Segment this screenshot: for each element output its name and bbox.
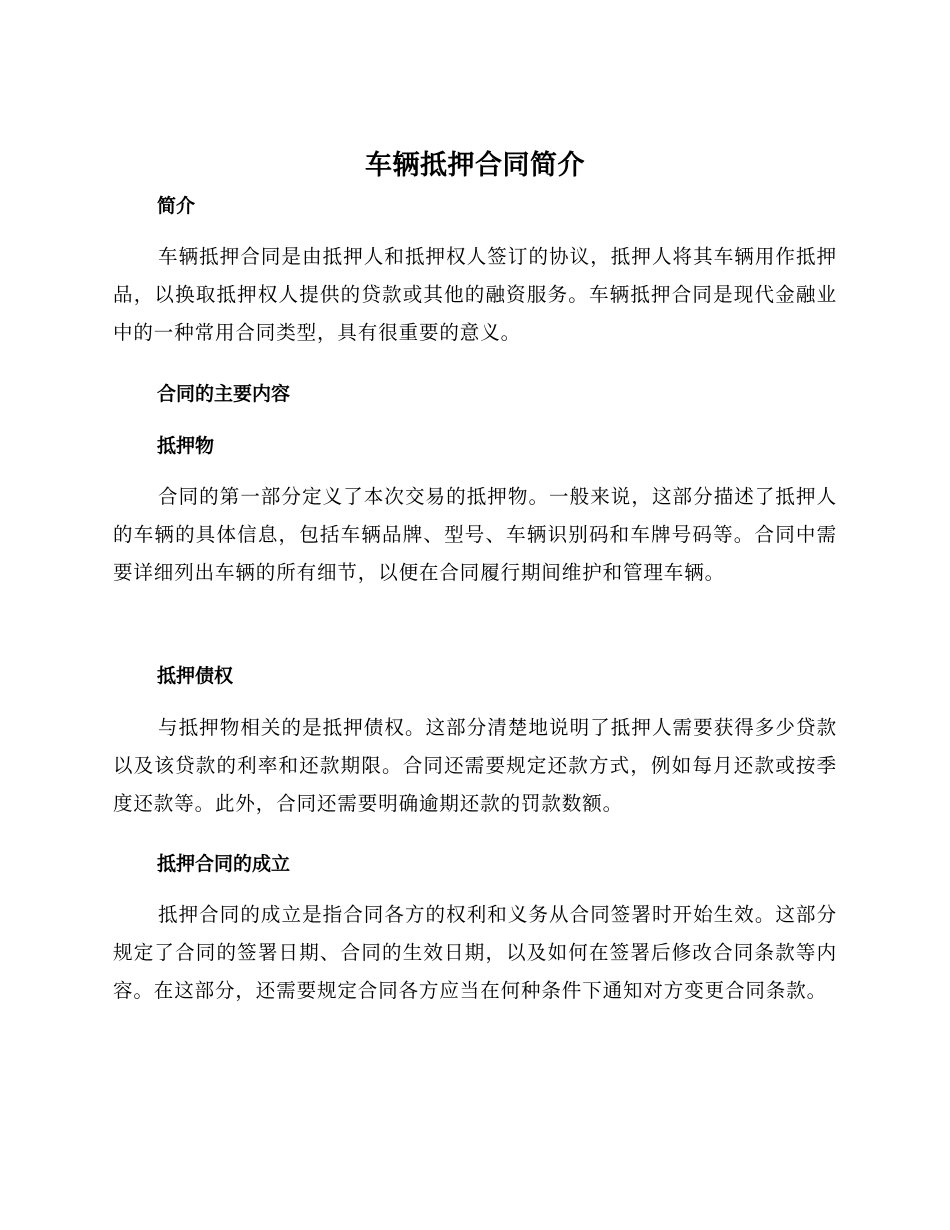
section-paragraph-collateral: 合同的第一部分定义了本次交易的抵押物。一般来说，这部分描述了抵押人的车辆的具体信息，包括车辆品牌、型号、车辆识别码和车牌号码等。合同中需要详细列出车辆的所有细节，以便在合同履行期间维护和管理车辆。 xyxy=(113,485,837,584)
section-heading-collateral: 抵押物 xyxy=(157,435,215,457)
section-heading-mortgage-claim: 抵押债权 xyxy=(157,665,234,687)
section-heading-main-content: 合同的主要内容 xyxy=(157,383,291,405)
section-paragraph-contract-formation: 抵押合同的成立是指合同各方的权利和义务从合同签署时开始生效。这部分规定了合同的签署日期、合同的生效日期，以及如何在签署后修改合同条款等内容。在这部分，还需要规定合同各方应当在何种条件下通知对方变更合同条款。 xyxy=(113,903,837,1002)
section-heading-contract-formation: 抵押合同的成立 xyxy=(157,853,291,875)
document-title: 车辆抵押合同简介 xyxy=(365,150,585,181)
section-heading-intro: 简介 xyxy=(157,195,196,217)
section-paragraph-intro: 车辆抵押合同是由抵押人和抵押权人签订的协议，抵押人将其车辆用作抵押品，以换取抵押权人提供的贷款或其他的融资服务。车辆抵押合同是现代金融业中的一种常用合同类型，具有很重要的意义。 xyxy=(113,245,837,344)
section-paragraph-mortgage-claim: 与抵押物相关的是抵押债权。这部分清楚地说明了抵押人需要获得多少贷款以及该贷款的利率和还款期限。合同还需要规定还款方式，例如每月还款或按季度还款等。此外，合同还需要明确逾期还款的罚款数额。 xyxy=(113,716,837,815)
